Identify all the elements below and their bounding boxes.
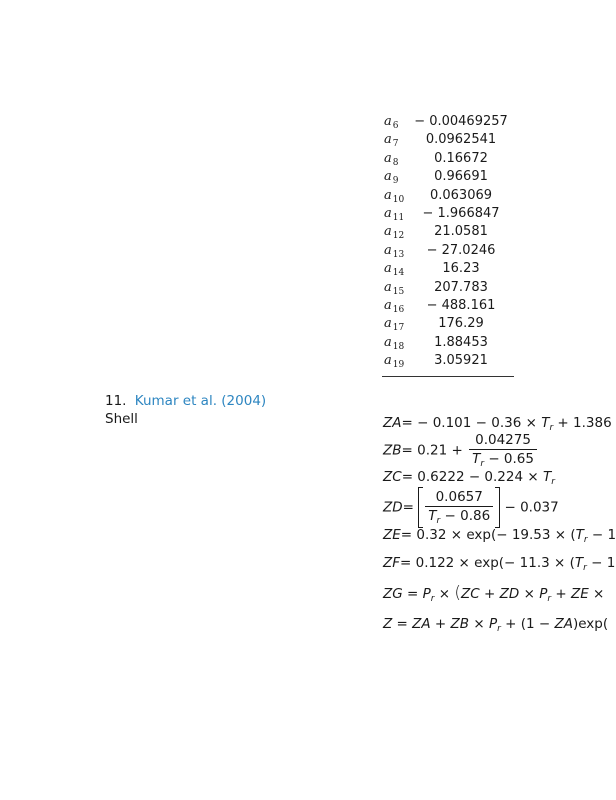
coefficient-row — [382, 334, 514, 352]
zf-var-sub: r — [583, 563, 587, 573]
z-part5: )exp( — [572, 616, 609, 632]
coefficient-subscript: 13 — [392, 249, 405, 260]
zg-part2: × — [434, 586, 455, 602]
zb-fraction — [469, 432, 537, 469]
coefficient-value: 1.88453 — [434, 334, 488, 350]
zb-prefix: = 0.21 + — [401, 442, 468, 459]
zd-den-rest: − 0.86 — [440, 508, 491, 524]
z-var: P — [488, 616, 498, 632]
zd-suffix: − 0.037 — [500, 499, 559, 516]
coefficient-subscript: 9 — [392, 176, 399, 187]
zg-var2-sub: r — [547, 594, 552, 604]
zg-part1: = — [402, 586, 423, 602]
z-term2: ZB — [450, 616, 470, 632]
zc-lhs: ZC — [383, 469, 402, 485]
zb-lhs: ZB — [383, 442, 402, 459]
z-part2: + — [430, 616, 451, 632]
zg-part3: + — [479, 586, 500, 602]
zc-var-sub: r — [551, 477, 555, 487]
coefficient-row — [382, 279, 514, 297]
zb-numerator: 0.04275 — [469, 432, 537, 450]
coefficient-subscript: 6 — [392, 121, 399, 131]
coefficient-subscript: 18 — [392, 341, 405, 352]
coefficient-base: a — [384, 187, 392, 203]
coefficient-base: a — [384, 316, 392, 332]
zf-lhs: ZF — [383, 555, 401, 571]
coefficient-name — [384, 352, 404, 374]
z-lhs: Z — [383, 616, 393, 632]
coefficient-value: 0.16672 — [434, 150, 488, 166]
coefficient-value: 0.0962541 — [425, 132, 497, 148]
coefficient-row — [382, 187, 514, 205]
coefficient-subscript: 7 — [392, 139, 399, 150]
coefficient-value: − 1.966847 — [422, 205, 500, 221]
coefficient-row — [382, 131, 514, 149]
zd-denominator — [425, 507, 493, 526]
equation-zc — [383, 469, 555, 487]
coefficient-base: a — [384, 150, 392, 166]
ze-var: T — [575, 527, 584, 543]
equation-zf — [383, 555, 615, 573]
coefficient-value: 176.29 — [438, 316, 484, 332]
coefficient-base: a — [384, 224, 392, 240]
reference-label: Shell — [105, 411, 138, 427]
zg-term2: ZD — [499, 586, 520, 602]
za-lhs: ZA — [383, 415, 402, 431]
z-part4: + (1 − — [500, 616, 555, 632]
table-bottom-rule — [382, 376, 514, 377]
z-term3: ZA — [554, 616, 573, 632]
coefficient-value: 3.05921 — [434, 353, 488, 369]
zg-part6: × — [588, 586, 605, 602]
za-var: T — [541, 415, 550, 431]
coefficient-row — [382, 242, 514, 260]
coefficient-subscript: 8 — [392, 157, 399, 168]
coefficient-row — [382, 150, 514, 168]
equation-zb — [383, 432, 539, 469]
equation-ze — [383, 527, 616, 545]
coefficient-value: 0.063069 — [429, 187, 493, 203]
zg-part4: × — [519, 586, 540, 602]
equation-za — [383, 415, 612, 433]
zb-den-rest: − 0.65 — [484, 451, 534, 467]
coefficient-table — [382, 113, 514, 370]
coefficient-subscript: 10 — [392, 194, 405, 205]
coefficient-subscript: 16 — [392, 304, 405, 315]
coefficient-subscript: 12 — [392, 231, 405, 242]
zg-term1: ZC — [461, 586, 480, 602]
zd-prefix: = — [402, 499, 419, 516]
zd-lhs: ZD — [383, 499, 403, 516]
coefficient-base: a — [384, 242, 392, 258]
coefficient-row — [382, 315, 514, 333]
coefficient-base: a — [384, 114, 392, 129]
coefficient-row — [382, 223, 514, 241]
zg-paren: ( — [454, 583, 462, 603]
coefficient-value: 16.23 — [442, 261, 480, 277]
zg-part5: + — [551, 586, 571, 602]
zf-part1: = 0.122 × exp(− 11.3 × ( — [400, 555, 575, 571]
coefficient-value: − 0.00469257 — [414, 114, 508, 129]
coefficient-value: − 27.0246 — [426, 242, 496, 258]
ze-part2: − 1 — [587, 527, 616, 543]
zd-den-sub: r — [436, 516, 441, 526]
zd-den-var: T — [428, 508, 437, 524]
zb-denominator — [469, 450, 537, 469]
zd-fraction — [425, 489, 493, 526]
ze-part1: = 0.32 × exp(− 19.53 × ( — [400, 527, 576, 543]
za-var-sub: r — [549, 423, 554, 433]
equation-zg — [383, 583, 604, 604]
coefficient-base: a — [384, 169, 392, 185]
zg-lhs: ZG — [383, 586, 403, 602]
z-part3: × — [469, 616, 489, 632]
zf-var: T — [574, 555, 584, 571]
zg-var-sub: r — [430, 594, 435, 604]
coefficient-base: a — [384, 297, 392, 313]
equation-z — [383, 616, 608, 634]
reference-number: 11. — [105, 393, 127, 409]
zg-var: P — [422, 586, 431, 602]
coefficient-value: 21.0581 — [434, 224, 488, 240]
coefficient-value: 207.783 — [434, 279, 488, 295]
zb-den-var: T — [472, 451, 481, 467]
coefficient-value: 0.96691 — [434, 169, 488, 185]
reference-citation-link[interactable]: Kumar et al. (2004) — [134, 393, 267, 409]
coefficient-row — [382, 352, 514, 370]
coefficient-subscript: 17 — [392, 323, 405, 334]
coefficient-row — [382, 297, 514, 315]
z-term1: ZA — [412, 616, 431, 632]
zc-var: T — [542, 469, 552, 485]
coefficient-base: a — [384, 205, 392, 221]
coefficient-row — [382, 260, 514, 278]
zg-var2: P — [539, 586, 548, 602]
za-part2: + 1.386 — [553, 415, 612, 431]
reference-heading — [105, 393, 266, 409]
coefficient-value: − 488.161 — [426, 297, 496, 313]
coefficient-subscript: 19 — [392, 360, 405, 371]
zd-bracket — [418, 487, 500, 528]
zg-term3: ZE — [570, 586, 589, 602]
coefficient-subscript: 15 — [392, 286, 405, 297]
coefficient-base: a — [384, 279, 392, 295]
zd-numerator: 0.0657 — [425, 489, 493, 507]
coefficient-row — [382, 113, 514, 131]
zb-den-sub: r — [480, 459, 485, 469]
coefficient-subscript: 14 — [392, 268, 405, 279]
ze-lhs: ZE — [383, 527, 401, 543]
coefficient-row — [382, 168, 514, 186]
coefficient-base: a — [384, 353, 392, 369]
za-part1: = − 0.101 − 0.36 × — [401, 415, 542, 431]
zc-part1: = 0.6222 − 0.224 × — [401, 469, 543, 485]
equation-zd — [383, 487, 559, 528]
zf-part2: − 1 — [586, 555, 616, 571]
z-var-sub: r — [497, 624, 501, 634]
ze-var-sub: r — [583, 535, 588, 545]
coefficient-row — [382, 205, 514, 223]
coefficient-base: a — [384, 261, 392, 277]
coefficient-subscript: 11 — [392, 212, 405, 223]
coefficient-base: a — [384, 132, 392, 148]
z-part1: = — [392, 616, 413, 632]
coefficient-base: a — [384, 334, 392, 350]
